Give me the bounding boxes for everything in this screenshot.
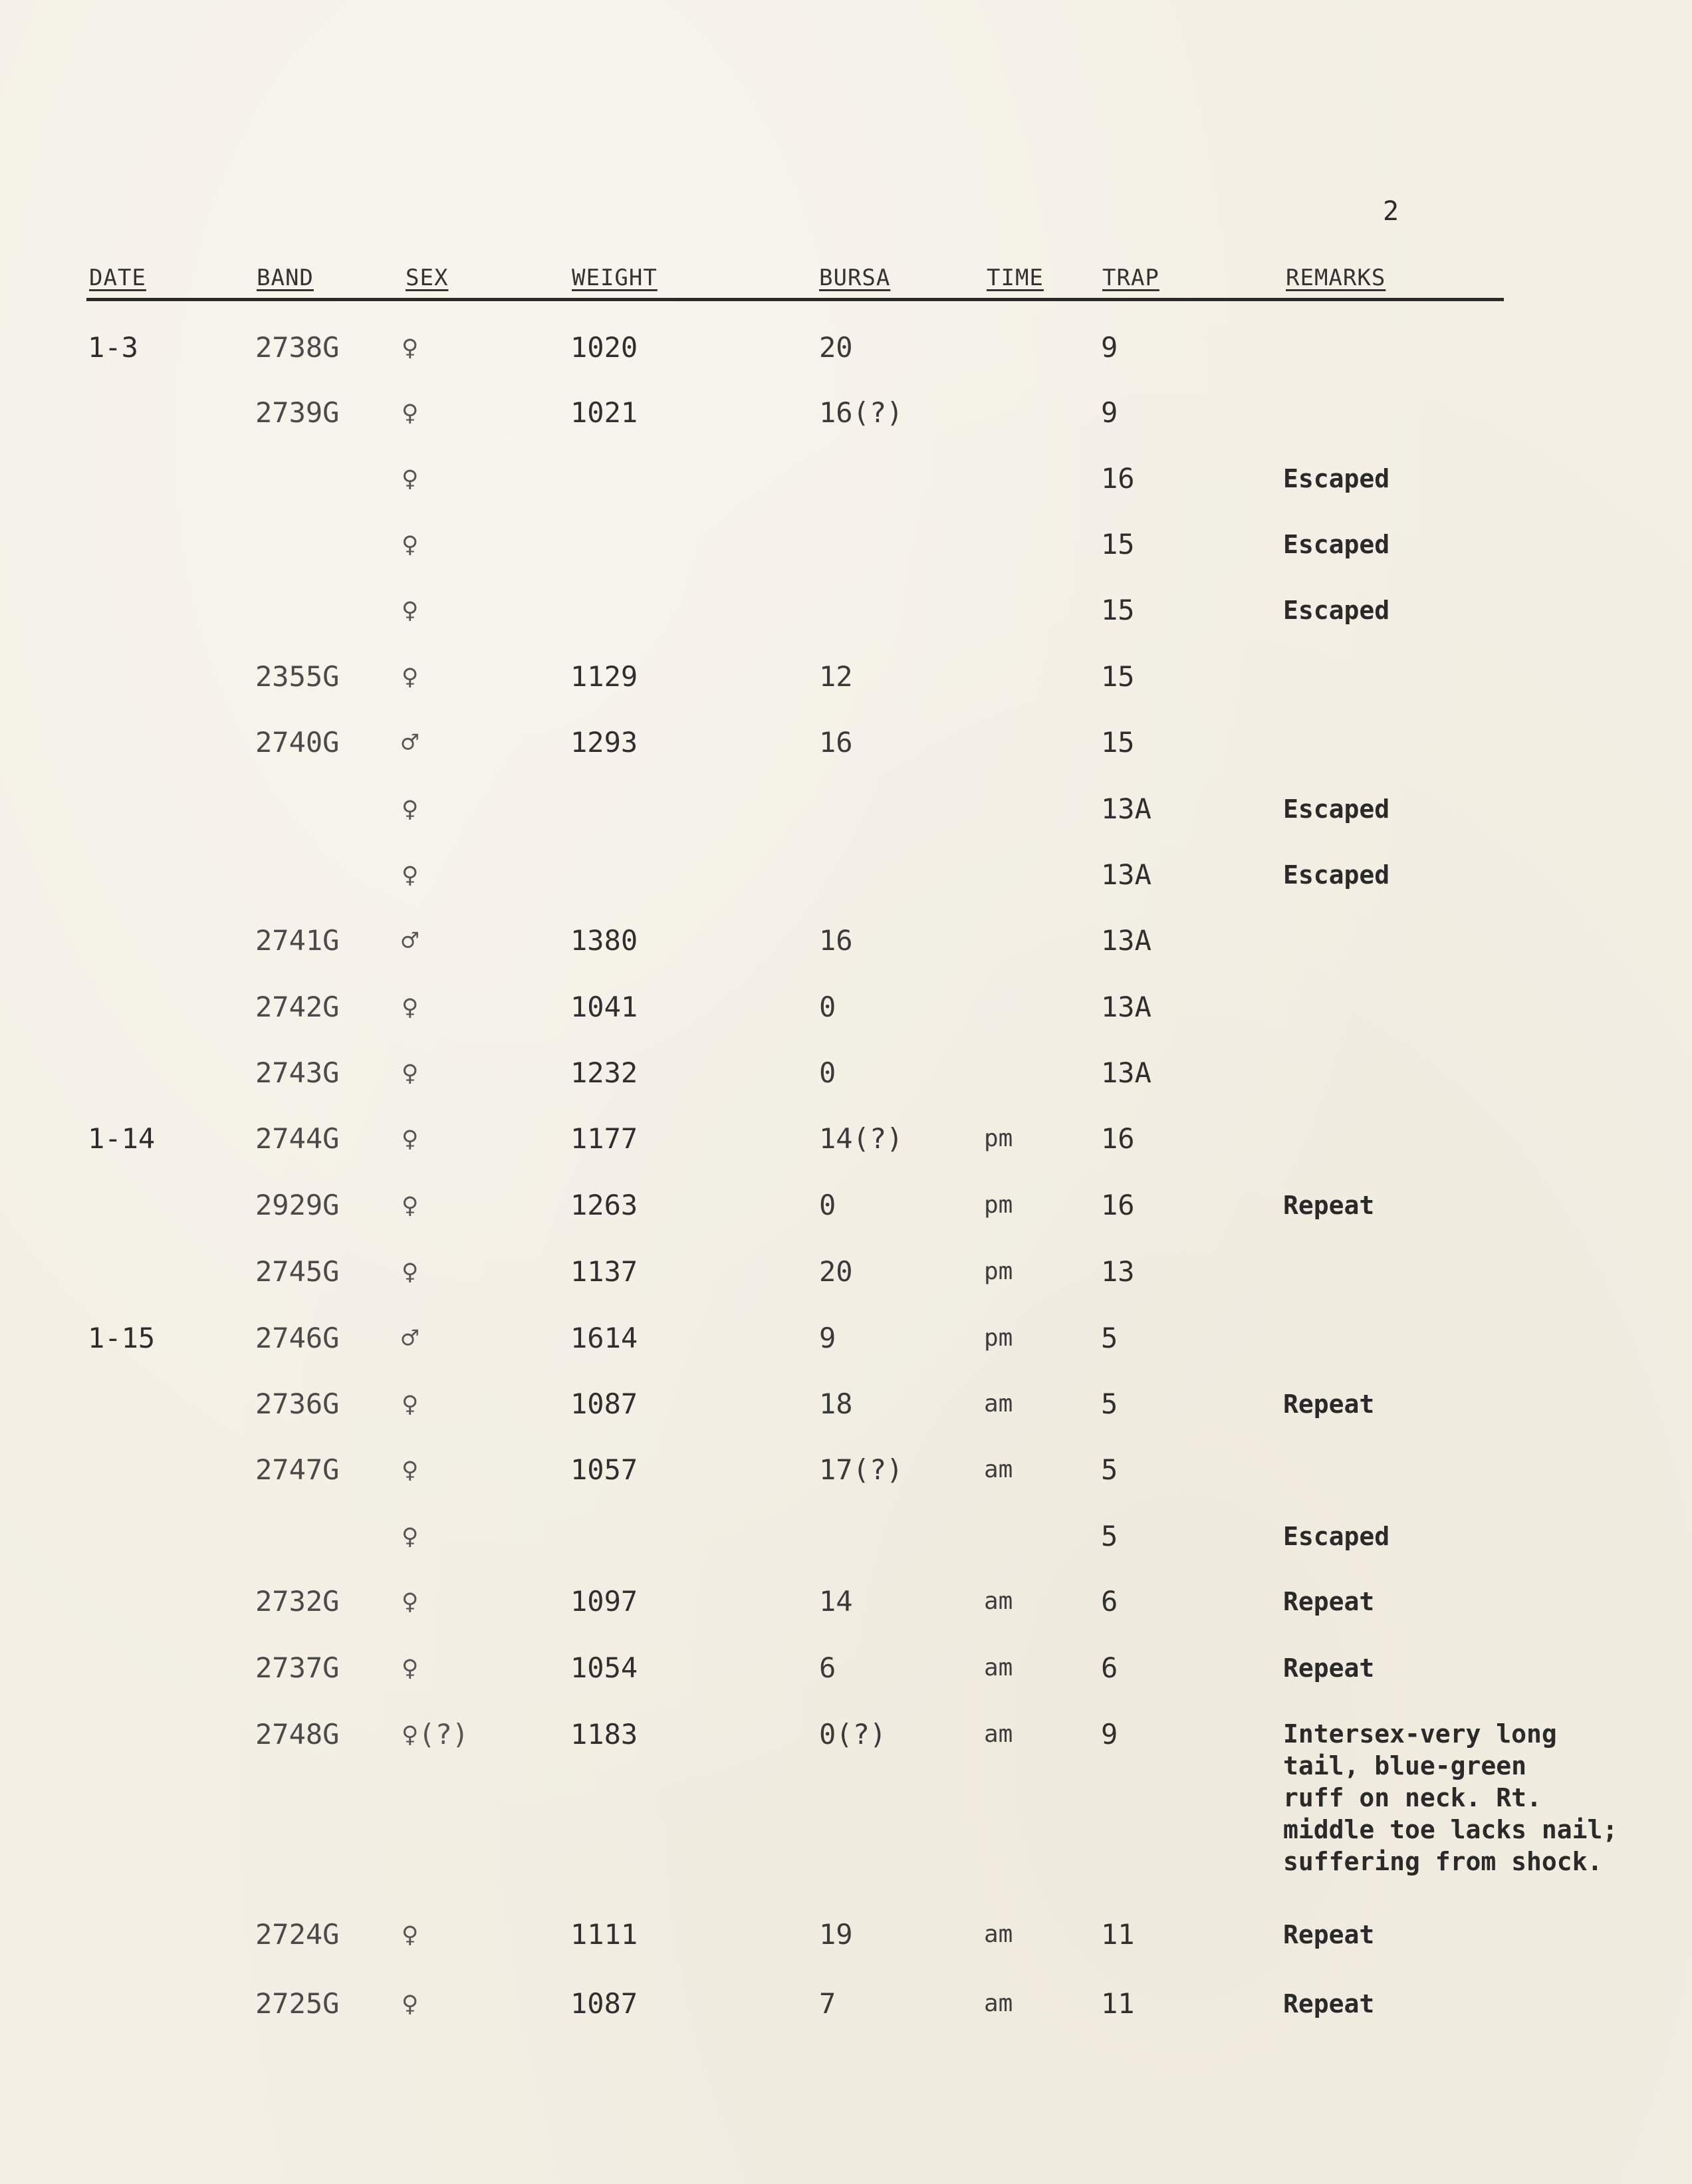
- cell-sex: ♀: [402, 792, 419, 825]
- cell-band: 2742G: [255, 991, 340, 1023]
- cell-sex: ♀: [402, 1388, 419, 1420]
- cell-sex: ♀: [402, 991, 419, 1023]
- cell-band: 2743G: [255, 1056, 340, 1089]
- cell-remarks: Repeat: [1283, 1390, 1375, 1419]
- cell-weight: 1087: [570, 1987, 638, 2020]
- cell-time: pm: [984, 1324, 1013, 1352]
- table-row: [0, 924, 1692, 964]
- cell-time: am: [984, 1456, 1013, 1483]
- cell-band: 2738G: [255, 331, 340, 364]
- cell-trap: 9: [1101, 1718, 1118, 1751]
- table-header: [86, 265, 1504, 301]
- table-row: [0, 1189, 1692, 1229]
- cell-bursa: 0: [819, 991, 836, 1023]
- cell-trap: 16: [1101, 1122, 1135, 1155]
- header-band: BAND: [257, 265, 314, 291]
- table-row: [0, 1718, 1692, 1876]
- cell-weight: 1614: [570, 1322, 638, 1354]
- cell-date: 1-15: [88, 1322, 156, 1354]
- cell-bursa: 17(?): [819, 1453, 904, 1486]
- cell-sex: ♂: [402, 1322, 419, 1354]
- cell-band: 2725G: [255, 1987, 340, 2020]
- cell-weight: 1097: [570, 1585, 638, 1618]
- cell-weight: 1111: [570, 1918, 638, 1951]
- table-row: [0, 660, 1692, 700]
- cell-trap: 9: [1101, 331, 1118, 364]
- table-row: [0, 462, 1692, 502]
- cell-weight: 1129: [570, 660, 638, 693]
- cell-weight: 1087: [570, 1388, 638, 1420]
- table-row: [0, 1056, 1692, 1096]
- cell-remarks: Escaped: [1283, 530, 1390, 559]
- cell-remarks: Escaped: [1283, 464, 1390, 493]
- cell-trap: 13: [1101, 1255, 1135, 1288]
- cell-date: 1-14: [88, 1122, 156, 1155]
- cell-sex: ♀: [402, 858, 419, 891]
- cell-sex: ♀: [402, 1122, 419, 1155]
- cell-band: 2745G: [255, 1255, 340, 1288]
- table-row: [0, 331, 1692, 371]
- cell-sex: ♀: [402, 462, 419, 495]
- cell-band: 2355G: [255, 660, 340, 693]
- cell-sex: ♀: [402, 396, 419, 429]
- cell-sex: ♀: [402, 331, 419, 364]
- cell-sex: ♀: [402, 1918, 419, 1951]
- cell-sex: ♂: [402, 924, 419, 957]
- cell-bursa: 18: [819, 1388, 853, 1420]
- header-trap: TRAP: [1102, 265, 1159, 291]
- table-row: [0, 1651, 1692, 1691]
- cell-sex: ♂: [402, 726, 419, 759]
- cell-trap: 13A: [1101, 924, 1151, 957]
- cell-trap: 13A: [1101, 991, 1151, 1023]
- cell-weight: 1137: [570, 1255, 638, 1288]
- cell-sex: ♀: [402, 528, 419, 560]
- cell-weight: 1183: [570, 1718, 638, 1751]
- cell-weight: 1020: [570, 331, 638, 364]
- cell-trap: 13A: [1101, 792, 1151, 825]
- cell-bursa: 0(?): [819, 1718, 887, 1751]
- cell-trap: 11: [1101, 1918, 1135, 1951]
- cell-bursa: 9: [819, 1322, 836, 1354]
- cell-trap: 13A: [1101, 858, 1151, 891]
- cell-time: am: [984, 1921, 1013, 1948]
- cell-band: 2736G: [255, 1388, 340, 1420]
- cell-trap: 16: [1101, 462, 1135, 495]
- cell-weight: 1041: [570, 991, 638, 1023]
- table-row: [0, 528, 1692, 568]
- cell-remarks: Repeat: [1283, 1587, 1375, 1616]
- cell-sex: ♀: [402, 594, 419, 626]
- cell-trap: 5: [1101, 1322, 1118, 1354]
- cell-sex: ♀: [402, 1056, 419, 1089]
- cell-time: pm: [984, 1258, 1013, 1285]
- cell-sex: ♀: [402, 1189, 419, 1221]
- cell-time: am: [984, 1390, 1013, 1417]
- cell-band: 2747G: [255, 1453, 340, 1486]
- table-row: [0, 858, 1692, 898]
- table-row: [0, 1255, 1692, 1295]
- cell-remarks: Repeat: [1283, 1989, 1375, 2018]
- cell-band: 2724G: [255, 1918, 340, 1951]
- cell-time: pm: [984, 1191, 1013, 1219]
- cell-weight: 1021: [570, 396, 638, 429]
- table-row: [0, 594, 1692, 634]
- header-sex: SEX: [406, 265, 449, 291]
- cell-trap: 15: [1101, 528, 1135, 560]
- header-bursa: BURSA: [819, 265, 891, 291]
- table-row: [0, 1453, 1692, 1493]
- cell-bursa: 20: [819, 331, 853, 364]
- cell-weight: 1054: [570, 1651, 638, 1684]
- cell-bursa: 19: [819, 1918, 853, 1951]
- cell-remarks: Escaped: [1283, 596, 1390, 625]
- cell-trap: 11: [1101, 1987, 1135, 2020]
- table-row: [0, 1322, 1692, 1362]
- cell-remarks: Repeat: [1283, 1920, 1375, 1949]
- cell-sex: ♀: [402, 1987, 419, 2020]
- cell-bursa: 14: [819, 1585, 853, 1618]
- header-date: DATE: [89, 265, 146, 291]
- cell-remarks: Escaped: [1283, 1522, 1390, 1551]
- cell-band: 2732G: [255, 1585, 340, 1618]
- header-time: TIME: [987, 265, 1044, 291]
- cell-bursa: 0: [819, 1056, 836, 1089]
- cell-bursa: 20: [819, 1255, 853, 1288]
- cell-band: 2744G: [255, 1122, 340, 1155]
- cell-bursa: 16: [819, 924, 853, 957]
- cell-trap: 5: [1101, 1453, 1118, 1486]
- cell-remarks: Repeat: [1283, 1191, 1375, 1220]
- header-remarks: REMARKS: [1286, 265, 1386, 291]
- table-row: [0, 1585, 1692, 1625]
- cell-weight: 1263: [570, 1189, 638, 1221]
- cell-sex: ♀: [402, 1651, 419, 1684]
- cell-bursa: 16(?): [819, 396, 904, 429]
- cell-sex: ♀: [402, 1453, 419, 1486]
- cell-trap: 5: [1101, 1520, 1118, 1552]
- cell-trap: 15: [1101, 594, 1135, 626]
- cell-time: am: [984, 1990, 1013, 2017]
- cell-trap: 6: [1101, 1651, 1118, 1684]
- cell-band: 2748G: [255, 1718, 340, 1751]
- cell-sex: ♀: [402, 1585, 419, 1618]
- table-row: [0, 792, 1692, 832]
- cell-bursa: 16: [819, 726, 853, 759]
- table-row: [0, 1987, 1692, 2027]
- cell-remarks: Intersex-very long tail, blue-green ruff on neck. Rt. middle toe lacks nail; suffering from shock.: [1283, 1719, 1618, 1876]
- header-weight: WEIGHT: [572, 265, 658, 291]
- cell-trap: 9: [1101, 396, 1118, 429]
- cell-date: 1-3: [88, 331, 138, 364]
- cell-band: 2737G: [255, 1651, 340, 1684]
- cell-bursa: 7: [819, 1987, 836, 2020]
- table-row: [0, 396, 1692, 436]
- cell-sex: ♀: [402, 1520, 419, 1552]
- table-row: [0, 991, 1692, 1031]
- cell-time: am: [984, 1721, 1013, 1748]
- cell-band: 2746G: [255, 1322, 340, 1354]
- cell-weight: 1232: [570, 1056, 638, 1089]
- cell-trap: 5: [1101, 1388, 1118, 1420]
- cell-trap: 15: [1101, 726, 1135, 759]
- table-row: [0, 1388, 1692, 1427]
- cell-trap: 16: [1101, 1189, 1135, 1221]
- cell-sex: ♀: [402, 660, 419, 693]
- cell-time: pm: [984, 1125, 1013, 1152]
- cell-band: 2929G: [255, 1189, 340, 1221]
- cell-remarks: Repeat: [1283, 1653, 1375, 1683]
- table-row: [0, 1918, 1692, 1958]
- cell-bursa: 6: [819, 1651, 836, 1684]
- cell-time: am: [984, 1588, 1013, 1615]
- cell-remarks: Escaped: [1283, 860, 1390, 890]
- table-row: [0, 1122, 1692, 1162]
- cell-band: 2740G: [255, 726, 340, 759]
- cell-weight: 1380: [570, 924, 638, 957]
- cell-band: 2741G: [255, 924, 340, 957]
- cell-time: am: [984, 1654, 1013, 1681]
- cell-sex: ♀: [402, 1255, 419, 1288]
- table-row: [0, 726, 1692, 766]
- table-row: [0, 1520, 1692, 1560]
- cell-trap: 13A: [1101, 1056, 1151, 1089]
- cell-trap: 6: [1101, 1585, 1118, 1618]
- cell-bursa: 12: [819, 660, 853, 693]
- cell-weight: 1177: [570, 1122, 638, 1155]
- cell-remarks: Escaped: [1283, 794, 1390, 824]
- cell-weight: 1293: [570, 726, 638, 759]
- cell-bursa: 0: [819, 1189, 836, 1221]
- cell-trap: 15: [1101, 660, 1135, 693]
- cell-bursa: 14(?): [819, 1122, 904, 1155]
- page-number: 2: [1383, 196, 1399, 227]
- cell-weight: 1057: [570, 1453, 638, 1486]
- cell-sex: ♀(?): [402, 1718, 469, 1751]
- cell-band: 2739G: [255, 396, 340, 429]
